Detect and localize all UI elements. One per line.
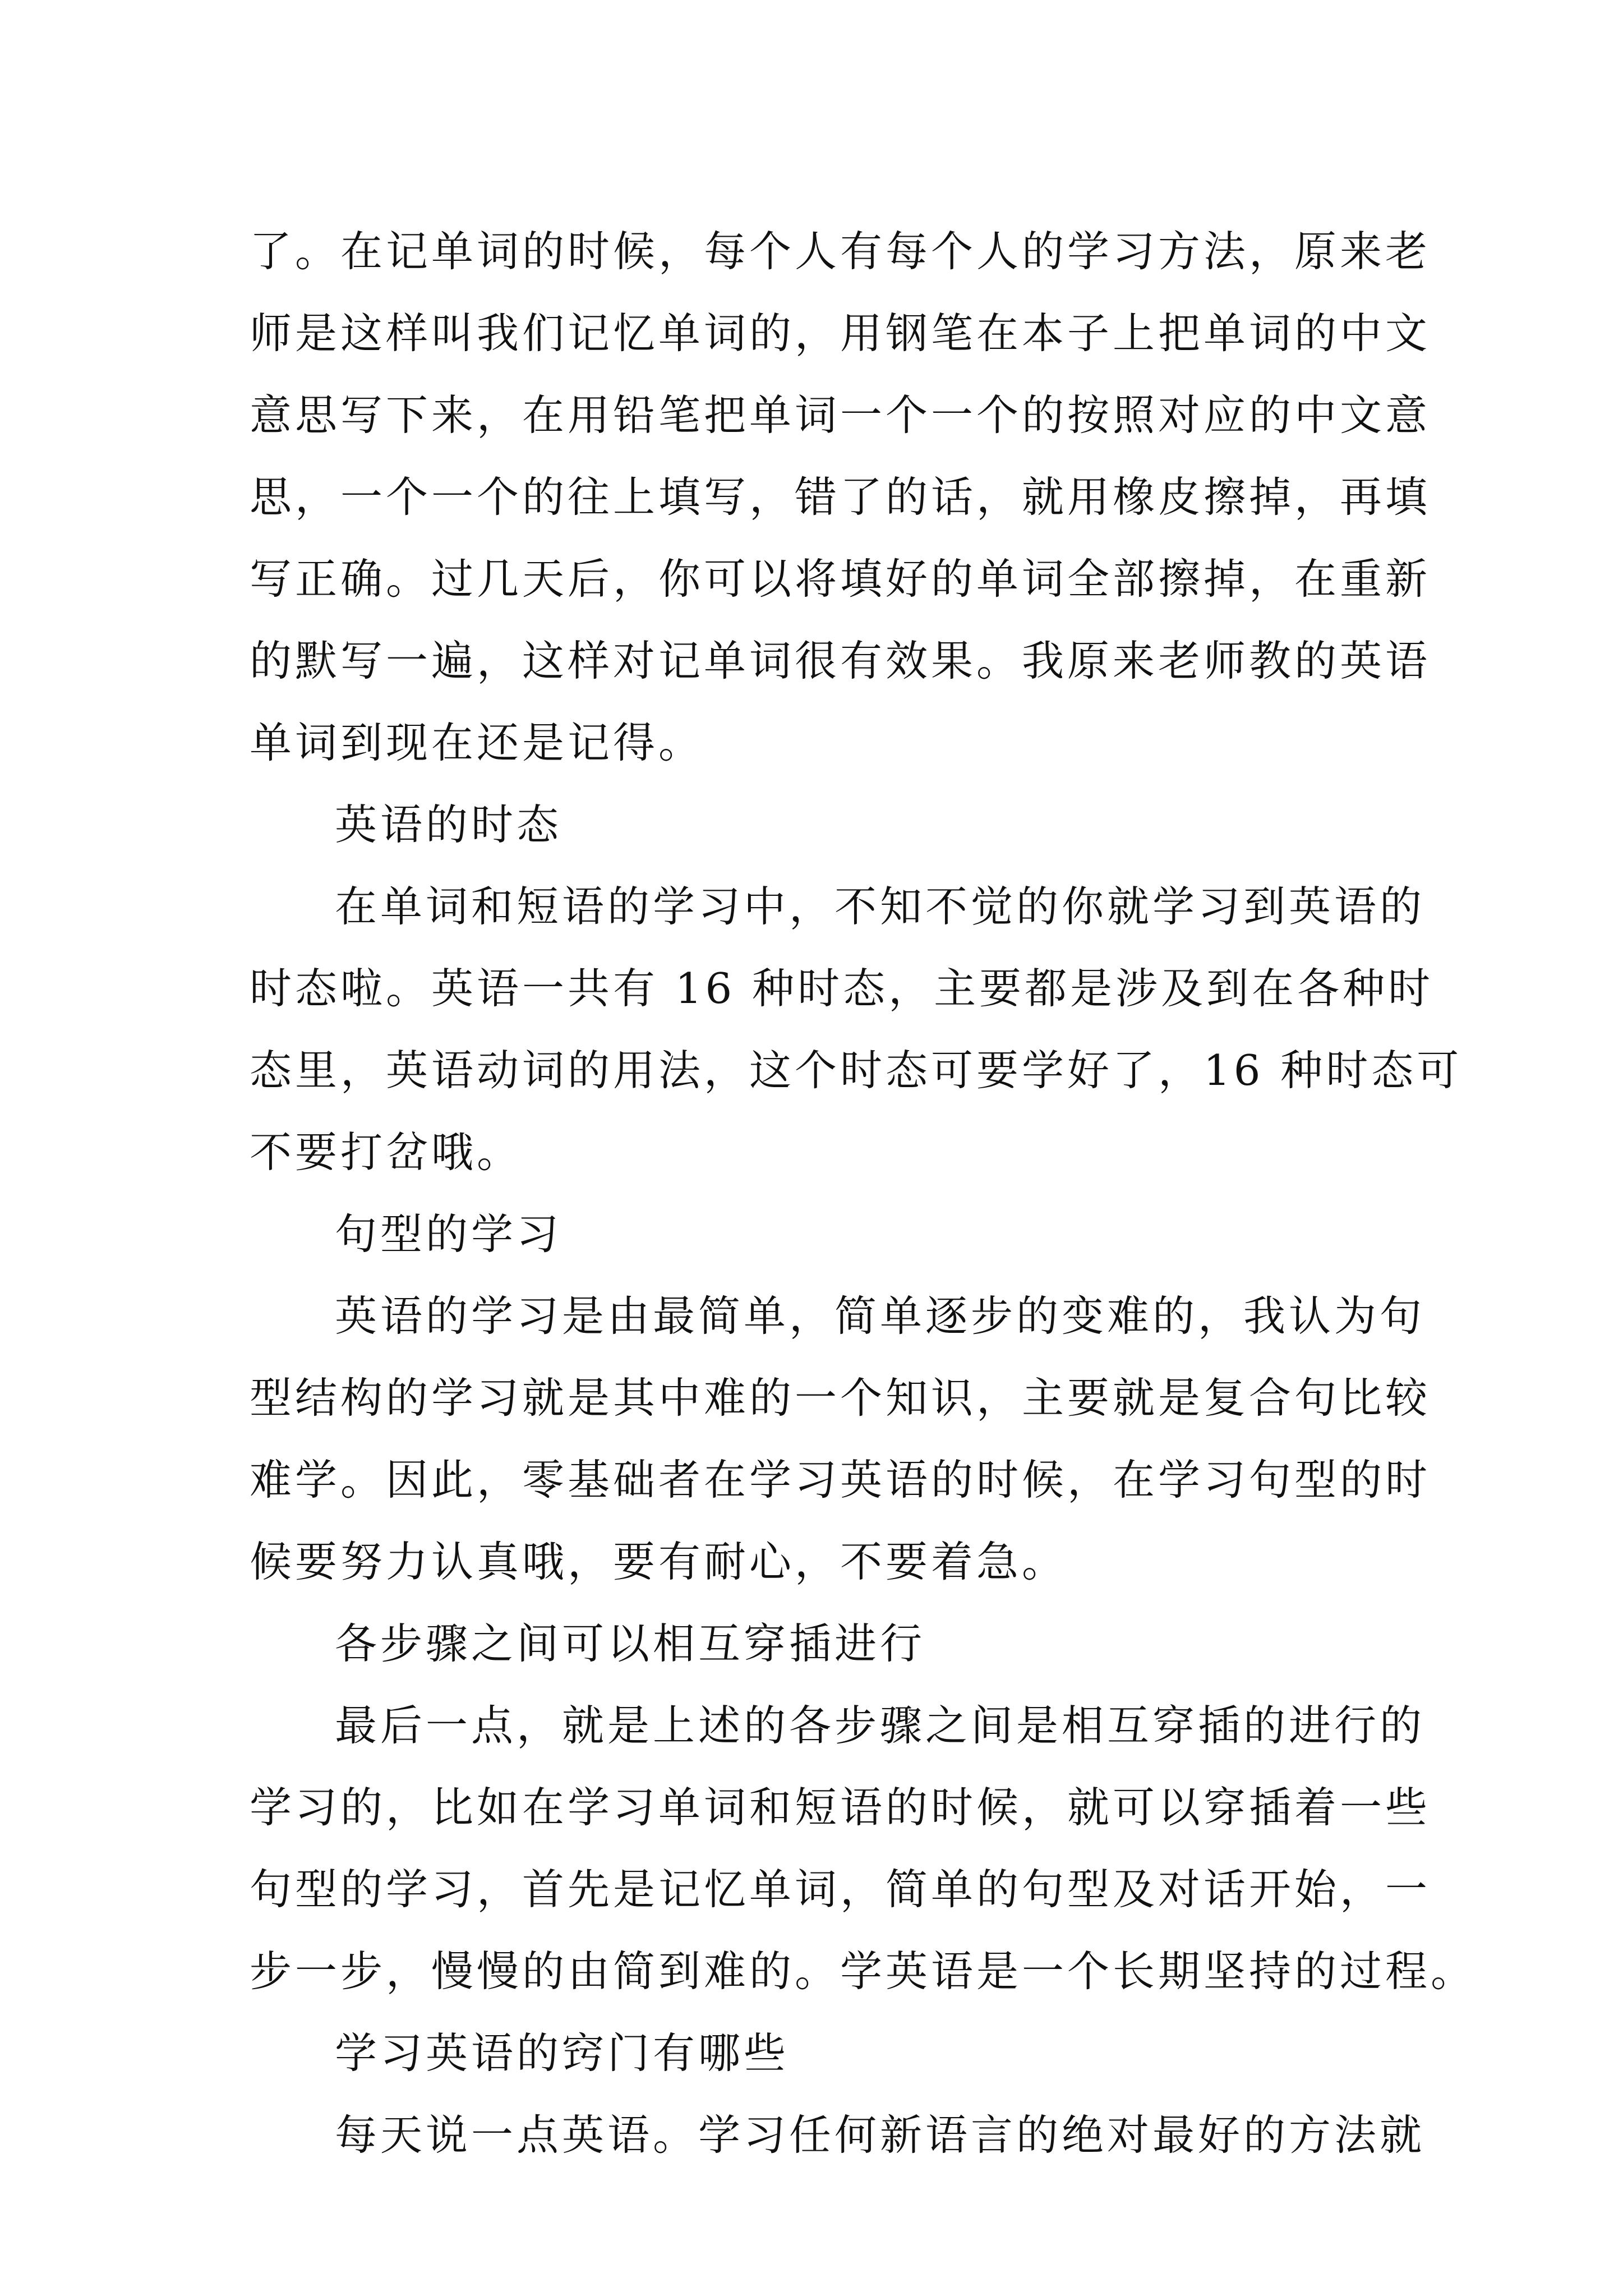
- text-line: 思，一个一个的往上填写，错了的话，就用橡皮擦掉，再填: [250, 472, 1431, 522]
- paragraph-start: 最后一点，就是上述的各步骤之间是相互穿插的进行的: [335, 1701, 1426, 1750]
- text-line: 单词到现在还是记得。: [250, 718, 704, 767]
- text-line: 型结构的学习就是其中难的一个知识，主要就是复合句比较: [250, 1373, 1431, 1423]
- section-heading-tenses: 英语的时态: [335, 800, 562, 849]
- section-heading-interleaving: 各步骤之间可以相互穿插进行: [335, 1619, 926, 1668]
- text-line: 写正确。过几天后，你可以将填好的单词全部擦掉，在重新: [250, 554, 1431, 604]
- section-heading-sentence-patterns: 句型的学习: [335, 1209, 562, 1259]
- section-heading-tips: 学习英语的窍门有哪些: [335, 2028, 790, 2078]
- text-line: 的默写一遍，这样对记单词很有效果。我原来老师教的英语: [250, 636, 1431, 685]
- paragraph-start: 英语的学习是由最简单，简单逐步的变难的，我认为句: [335, 1291, 1426, 1341]
- text-line: 意思写下来，在用铅笔把单词一个一个的按照对应的中文意: [250, 390, 1431, 440]
- paragraph-start: 每天说一点英语。学习任何新语言的绝对最好的方法就: [335, 2110, 1426, 2160]
- body-text: [250, 210, 1477, 2176]
- text-line: 态里，英语动词的用法，这个时态可要学好了，16 种时态可: [250, 1046, 1463, 1095]
- text-line: 学习的，比如在学习单词和短语的时候，就可以穿插着一些: [250, 1783, 1431, 1832]
- text-line: 难学。因此，零基础者在学习英语的时候，在学习句型的时: [250, 1455, 1431, 1504]
- text-line: 候要努力认真哦，要有耐心，不要着急。: [250, 1537, 1068, 1586]
- text-line: 师是这样叫我们记忆单词的，用钢笔在本子上把单词的中文: [250, 309, 1431, 358]
- text-line: 句型的学习，首先是记忆单词，简单的句型及对话开始，一: [250, 1865, 1431, 1914]
- text-line: 了。在记单词的时候，每个人有每个人的学习方法，原来老: [250, 227, 1431, 276]
- text-line: 不要打岔哦。: [250, 1128, 523, 1177]
- text-line: 时态啦。英语一共有 16 种时态，主要都是涉及到在各种时: [250, 964, 1434, 1013]
- paragraph-start: 在单词和短语的学习中，不知不觉的你就学习到英语的: [335, 882, 1426, 931]
- text-line: 步一步，慢慢的由简到难的。学英语是一个长期坚持的过程。: [250, 1947, 1477, 1996]
